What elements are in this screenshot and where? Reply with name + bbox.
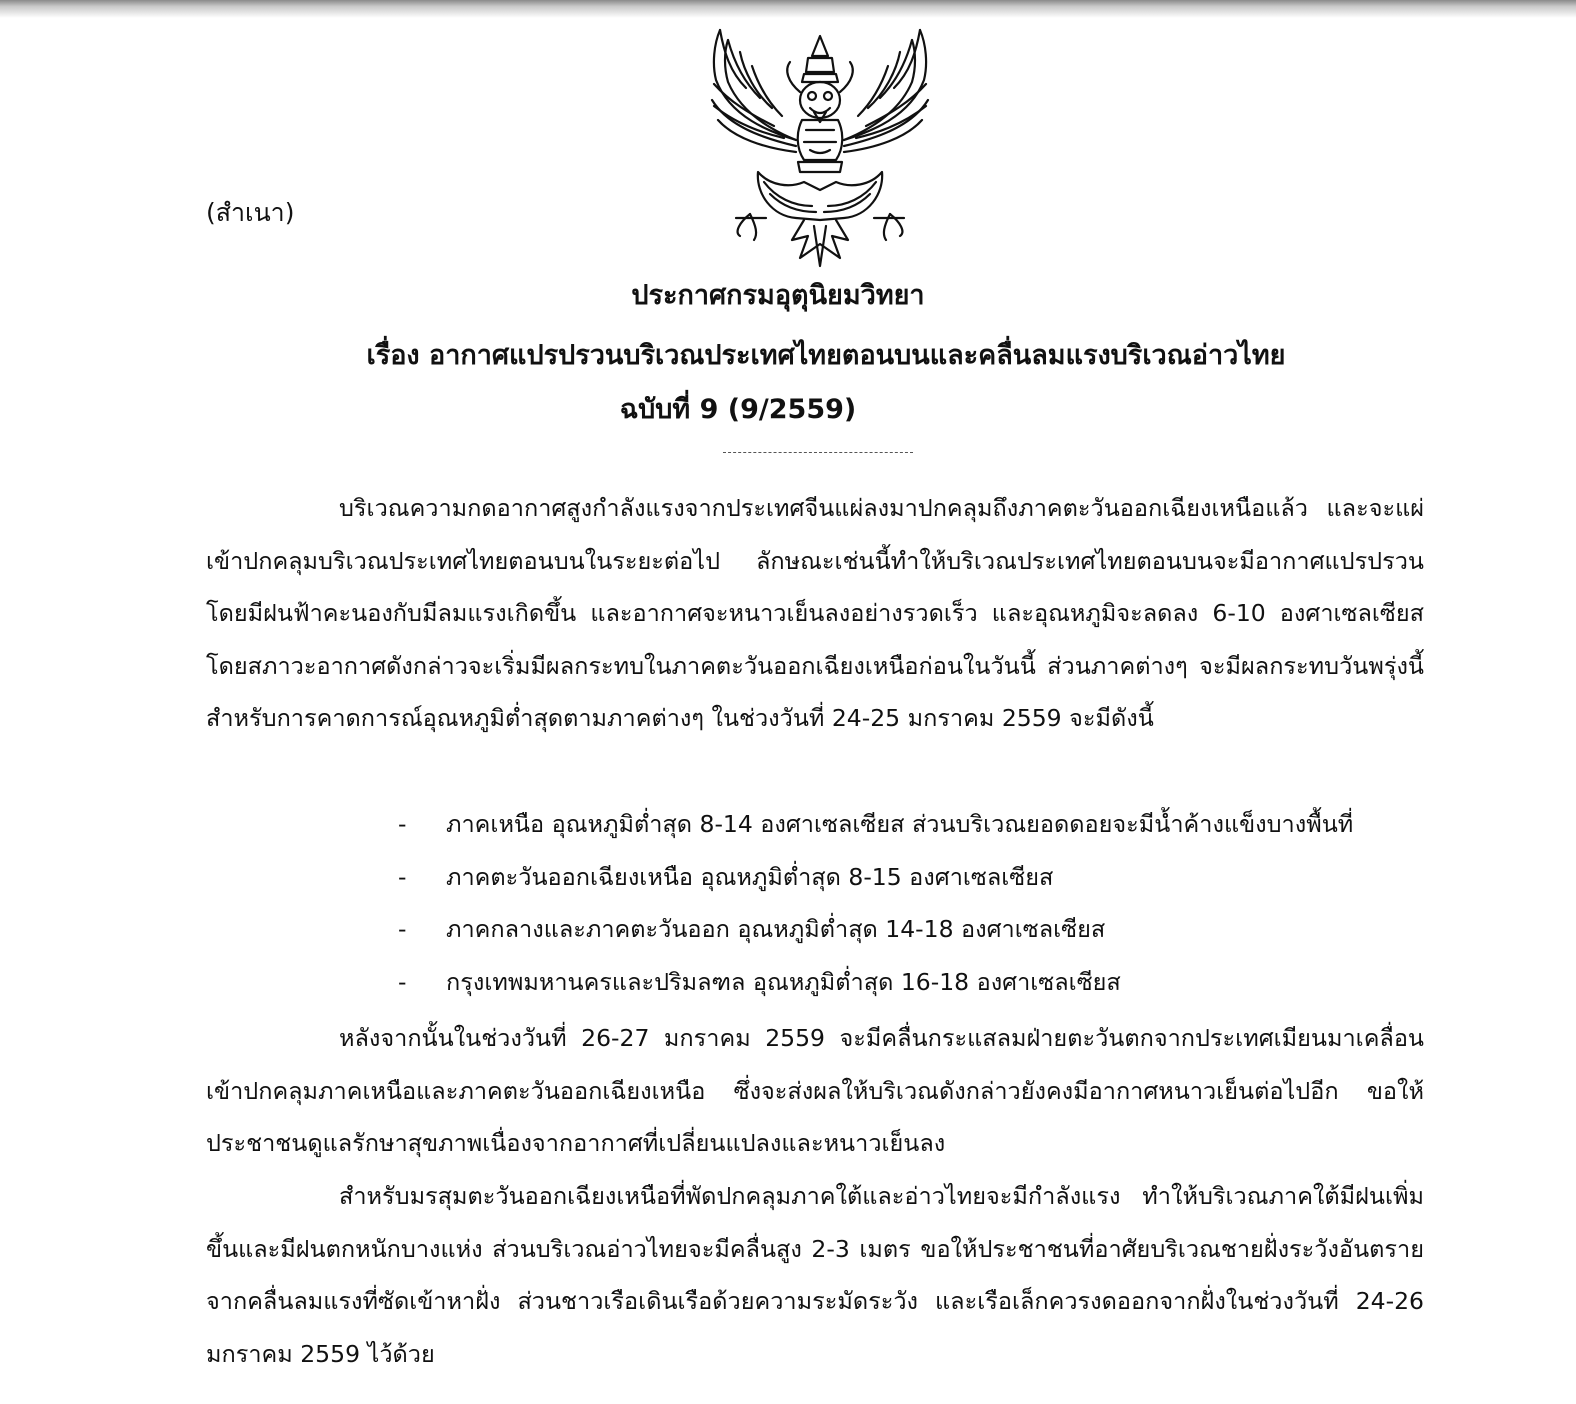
paragraph-high-pressure [206,482,1424,745]
paragraph-text: สำหรับมรสุมตะวันออกเฉียงเหนือที่พัดปกคลุมภาคใต้และอ่าวไทยจะมีกำลังแรง ทำให้บริเวณภาคใต้มีฝนเพิ่มขึ้นและมีฝนตกหนักบางแห่ง ส่วนบริเวณอ่าวไทยจะมีคลื่นสูง 2-3 เมตร ขอให้ประชาชนที่อาศัยบริเวณชายฝั่งระวังอันตรายจากคลื่นลมแรงที่ซัดเข้าหาฝั่ง ส่วนชาวเรือเดินเรือด้วยความระมัดระวัง และเรือเล็กควรงดออกจากฝั่งในช่วงวันที่ 24-26 มกราคม 2559 ไว้ด้วย [206,1182,1424,1368]
copy-label: (สำเนา) [206,198,295,227]
title-separator [723,452,913,453]
forecast-list [398,798,1353,1008]
announcement-title: ประกาศกรมอุตุนิยมวิทยา [631,280,925,311]
garuda-emblem-icon [700,22,940,270]
forecast-item-north: ภาคเหนือ อุณหภูมิต่ำสุด 8-14 องศาเซลเซียส ส่วนบริเวณยอดดอยจะมีน้ำค้างแข็งบางพื้นที่ [446,810,1354,838]
list-item [398,956,1353,1009]
list-item [398,903,1353,956]
bullet-marker: - [398,915,407,943]
paragraph-westerly-wave [206,1012,1424,1170]
list-item [398,851,1353,904]
announcement-issue-number: ฉบับที่ 9 (9/2559) [619,394,857,425]
bullet-marker: - [398,810,407,838]
forecast-item-central-east: ภาคกลางและภาคตะวันออก อุณหภูมิต่ำสุด 14-18 องศาเซลเซียส [446,915,1106,943]
forecast-item-northeast: ภาคตะวันออกเฉียงเหนือ อุณหภูมิต่ำสุด 8-15 องศาเซลเซียส [446,862,1054,891]
paragraph-text: บริเวณความกดอากาศสูงกำลังแรงจากประเทศจีนแผ่ลงมาปกคลุมถึงภาคตะวันออกเฉียงเหนือแล้ว และจะแผ่เข้าปกคลุมบริเวณประเทศไทยตอนบนในระยะต่อไป ลักษณะเช่นนี้ทำให้บริเวณประเทศไทยตอนบนจะมีอากาศแปรปรวน โดยมีฝนฟ้าคะนองกับมีลมแรงเกิดขึ้น และอากาศจะหนาวเย็นลงอย่างรวดเร็ว และอุณหภูมิจะลดลง 6-10 องศาเซลเซียส โดยสภาวะอากาศดังกล่าวจะเริ่มมีผลกระทบในภาคตะวันออกเฉียงเหนือก่อนในวันนี้ ส่วนภาคต่างๆ จะมีผลกระทบวันพรุ่งนี้ สำหรับการคาดการณ์อุณหภูมิต่ำสุดตามภาคต่างๆ ในช่วงวันที่ 24-25 มกราคม 2559 จะมีดังนี้ [206,494,1424,732]
forecast-item-bangkok: กรุงเทพมหานครและปริมลฑล อุณหภูมิต่ำสุด 16-18 องศาเซลเซียส [446,967,1121,996]
bullet-marker: - [398,862,407,891]
paragraph-text: หลังจากนั้นในช่วงวันที่ 26-27 มกราคม 2559 จะมีคลื่นกระแสลมฝ่ายตะวันตกจากประเทศเมียนมาเคลื่อนเข้าปกคลุมภาคเหนือและภาคตะวันออกเฉียงเหนือ ซึ่งจะส่งผลให้บริเวณดังกล่าวยังคงมีอากาศหนาวเย็นต่อไปอีก ขอให้ประชาชนดูแลรักษาสุขภาพเนื่องจากอากาศที่เปลี่ยนแปลงและหนาวเย็นลง [206,1024,1424,1157]
bullet-marker: - [398,967,407,996]
list-item [398,798,1353,851]
paragraph-monsoon [206,1170,1424,1380]
announcement-subject: เรื่อง อากาศแปรปรวนบริเวณประเทศไทยตอนบนและคลื่นลมแรงบริเวณอ่าวไทย [366,340,1286,371]
